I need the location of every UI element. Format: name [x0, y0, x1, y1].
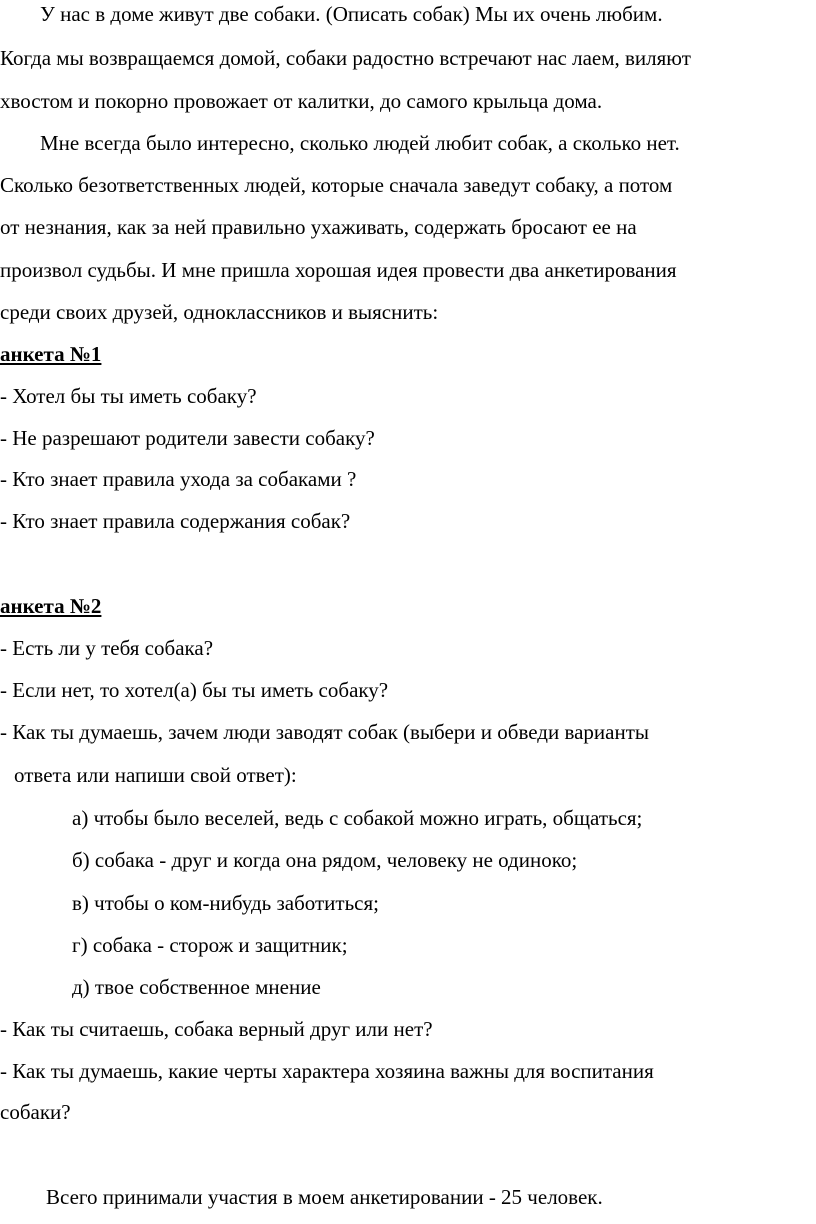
survey-2-question-5: - Как ты думаешь, какие черты характера хозяина важны для воспитания [0, 1059, 654, 1083]
survey-1-title: анкета №1 [0, 342, 102, 366]
intro-paragraph-1-line-2: Когда мы возвращаемся домой, собаки радостно встречают нас лаем, виляют [0, 46, 691, 70]
survey-1-question-2: - Не разрешают родители завести собаку? [0, 426, 375, 450]
survey-2-question-4: - Как ты считаешь, собака верный друг или нет? [0, 1017, 433, 1041]
intro-paragraph-1-line-3: хвостом и покорно провожает от калитки, до самого крыльца дома. [0, 89, 603, 113]
survey-1-question-1: - Хотел бы ты иметь собаку? [0, 384, 257, 408]
summary-text: Всего принимали участия в моем анкетировании - 25 человек. [46, 1185, 603, 1209]
survey-2-option-e: д) твое собственное мнение [72, 975, 321, 999]
intro-paragraph-2-line-3: от незнания, как за ней правильно ухаживать, содержать бросают ее на [0, 215, 637, 239]
survey-1-question-4: - Кто знает правила содержания собак? [0, 509, 351, 533]
survey-2-question-5-continued: собаки? [0, 1100, 71, 1124]
survey-2-title: анкета №2 [0, 594, 102, 618]
survey-1-question-3: - Кто знает правила ухода за собаками ? [0, 467, 357, 491]
survey-2-question-2: - Если нет, то хотел(а) бы ты иметь собаку? [0, 678, 389, 702]
survey-2-question-1: - Есть ли у тебя собака? [0, 636, 214, 660]
intro-paragraph-2-line-5: среди своих друзей, одноклассников и выяснить: [0, 300, 439, 324]
intro-paragraph-2-line-2: Сколько безответственных людей, которые сначала заведут собаку, а потом [0, 173, 673, 197]
survey-2-question-3-continued: ответа или напиши свой ответ): [14, 763, 297, 787]
survey-2-question-3: - Как ты думаешь, зачем люди заводят собак (выбери и обведи варианты [0, 720, 649, 744]
survey-2-option-b: б) собака - друг и когда она рядом, человеку не одиноко; [72, 848, 578, 872]
survey-2-option-d: г) собака - сторож и защитник; [72, 933, 348, 957]
survey-2-option-a: а) чтобы было веселей, ведь с собакой можно играть, общаться; [72, 806, 643, 830]
intro-paragraph-1-line-1: У нас в доме живут две собаки. (Описать собак) Мы их очень любим. [40, 2, 663, 26]
survey-2-option-c: в) чтобы о ком-нибудь заботиться; [72, 891, 379, 915]
intro-paragraph-2-line-1: Мне всегда было интересно, сколько людей любит собак, а сколько нет. [40, 131, 680, 155]
intro-paragraph-2-line-4: произвол судьбы. И мне пришла хорошая идея провести два анкетирования [0, 258, 677, 282]
